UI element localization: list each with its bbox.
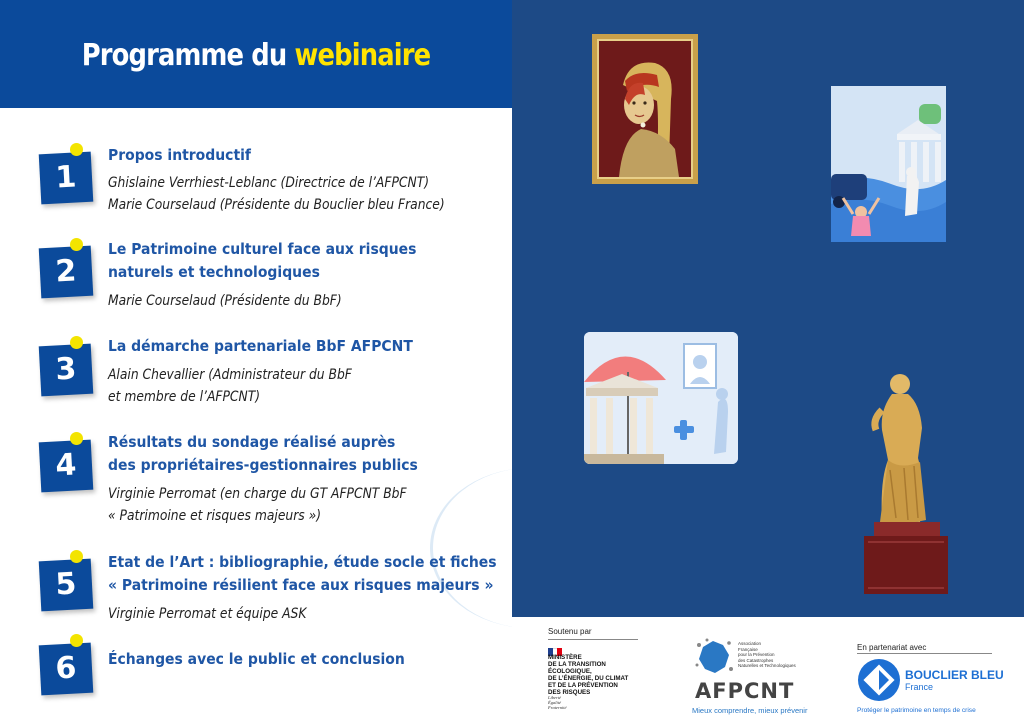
france-map-icon: [695, 637, 733, 677]
item-number-badge: 3: [39, 344, 94, 397]
item-title: Le Patrimoine culturel face aux risques naturels et technologiques: [108, 240, 417, 281]
bbf-tagline: Protéger le patrimoine en temps de crise: [857, 707, 976, 714]
item-number-badge: 1: [39, 152, 94, 205]
item-number-badge: 5: [39, 559, 94, 612]
flooded-museum-icon: [831, 86, 946, 242]
sponsor-label: Soutenu par: [548, 627, 592, 636]
illustration-panel: [512, 0, 1024, 617]
partner-logos: [512, 617, 1024, 724]
title-accent: webinaire: [294, 38, 431, 73]
item-number-badge: 4: [39, 440, 94, 493]
item-speaker: Marie Courselaud (Présidente du BbF): [108, 293, 342, 309]
partner-label: En partenariat avec: [857, 643, 927, 652]
afpcnt-logo-text: AFPCNT: [695, 679, 795, 703]
yellow-dot-icon: [70, 634, 83, 647]
blue-shield-icon: [857, 658, 901, 702]
french-flag-icon: [548, 643, 562, 651]
item-speaker: Virginie Perromat (en charge du GT AFPCNT BbF « Patrimoine et risques majeurs »): [108, 486, 407, 524]
portrait-painting-icon: [592, 34, 698, 184]
item-title: Propos introductif: [108, 146, 251, 164]
yellow-dot-icon: [70, 432, 83, 445]
divider: [857, 653, 992, 654]
yellow-dot-icon: [70, 143, 83, 156]
item-number-badge: 6: [39, 643, 94, 696]
page-title: [36, 38, 476, 73]
afpcnt-tagline: Mieux comprendre, mieux prévenir: [692, 706, 808, 715]
item-speaker: Virginie Perromat et équipe ASK: [108, 606, 307, 622]
ministry-motto: Liberté Égalité Fraternité: [548, 695, 567, 710]
bbf-name: BOUCLIER BLEU: [905, 668, 1004, 682]
title-main: Programme du: [81, 38, 295, 73]
afpcnt-description: Association Française pour la Prévention des Catastrophes Naturelles et Technologiques: [738, 641, 796, 668]
item-title: Échanges avec le public et conclusion: [108, 650, 405, 668]
item-title: Résultats du sondage réalisé auprès des propriétaires-gestionnaires publics: [108, 433, 418, 474]
umbrella-museum-icon: [584, 332, 738, 464]
venus-statue-icon: [860, 370, 952, 596]
ministry-name: MINISTÈRE DE LA TRANSITION ÉCOLOGIQUE, DE L’ÉNERGIE, DU CLIMAT ET DE LA PRÉVENTION DES RISQUES: [548, 654, 629, 696]
item-number-badge: 2: [39, 246, 94, 299]
decorative-swoosh: [430, 468, 512, 628]
divider: [548, 639, 638, 640]
bbf-country: France: [905, 682, 934, 692]
item-title: Etat de l’Art : bibliographie, étude socle et fiches « Patrimoine résilient face aux risques majeurs »: [108, 553, 497, 594]
yellow-dot-icon: [70, 336, 83, 349]
program-panel: [0, 108, 512, 724]
item-speaker: Alain Chevallier (Administrateur du BbF et membre de l’AFPCNT): [108, 367, 352, 405]
item-title: La démarche partenariale BbF AFPCNT: [108, 337, 413, 355]
item-speaker: Ghislaine Verrhiest-Leblanc (Directrice de l’AFPCNT) Marie Courselaud (Présidente du Bouclier bleu France): [108, 175, 445, 213]
yellow-dot-icon: [70, 550, 83, 563]
yellow-dot-icon: [70, 238, 83, 251]
